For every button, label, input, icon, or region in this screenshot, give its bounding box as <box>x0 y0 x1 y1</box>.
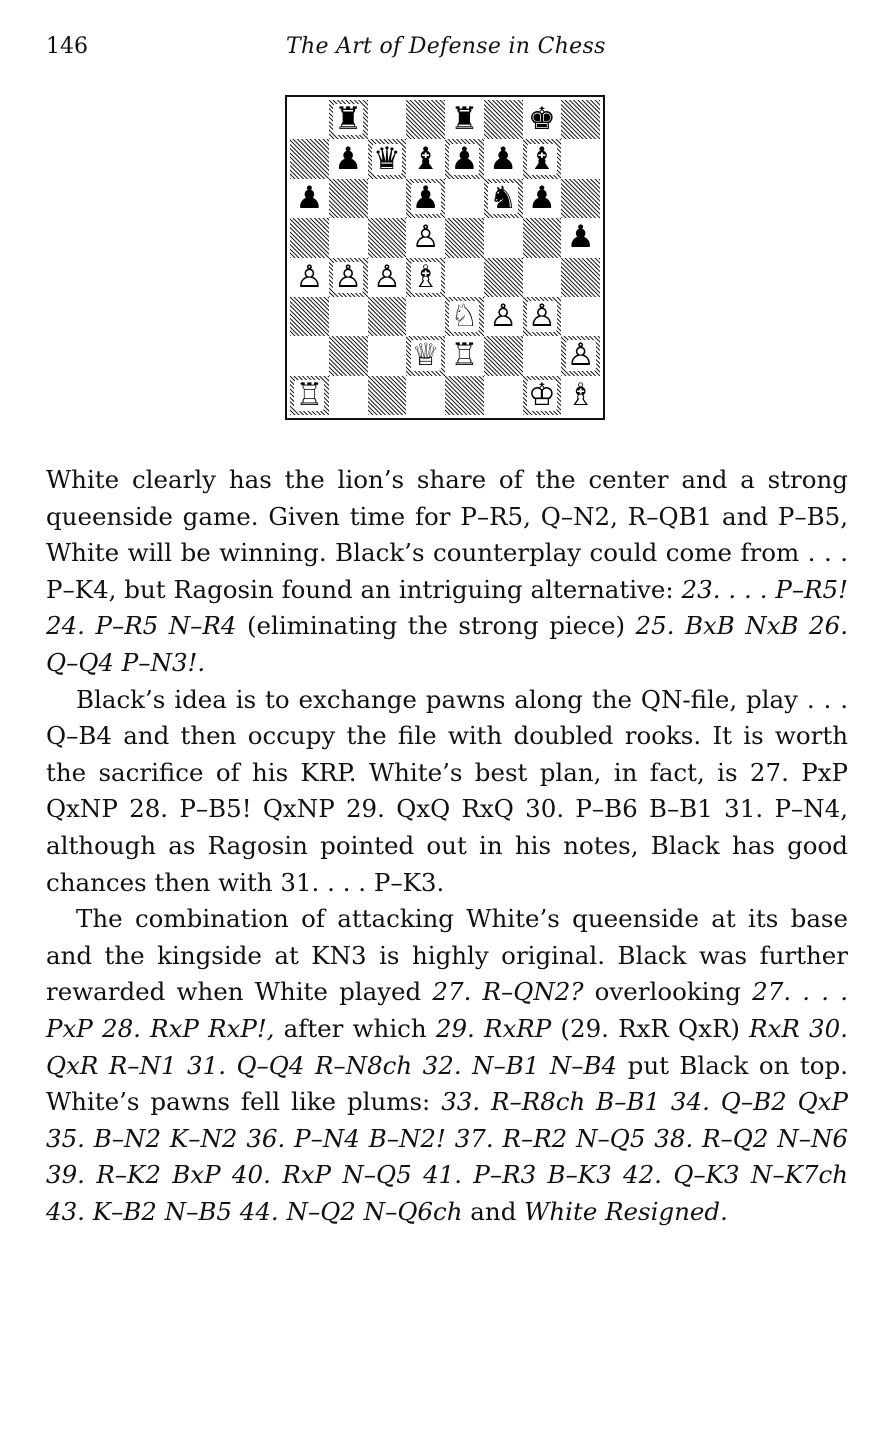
board-square <box>561 100 600 139</box>
chess-piece: ♗ <box>566 376 595 413</box>
board-square <box>561 218 600 257</box>
board-square <box>290 376 329 415</box>
chess-piece: ♔ <box>527 376 556 413</box>
board-square <box>523 179 562 218</box>
board-square <box>484 297 523 336</box>
italic-run: RxR 30. QxR R–N1 31. Q–Q4 R–N8ch 32. N–B1 N–B4 <box>46 1013 849 1080</box>
chess-piece: ♜ <box>334 101 363 138</box>
board-square <box>561 179 600 218</box>
board-square <box>523 139 562 178</box>
text-run: after which <box>274 1013 436 1043</box>
board-square <box>368 376 407 415</box>
board-square <box>406 258 445 297</box>
board-square <box>329 258 368 297</box>
board-square <box>445 297 484 336</box>
chess-piece: ♟ <box>527 179 556 216</box>
board-square <box>445 376 484 415</box>
board-square <box>406 100 445 139</box>
board-square <box>406 218 445 257</box>
chess-piece: ♟ <box>334 140 363 177</box>
chess-piece: ♘ <box>450 298 479 335</box>
chess-piece: ♝ <box>527 140 556 177</box>
board-square <box>484 218 523 257</box>
board-square <box>484 139 523 178</box>
board-square <box>523 218 562 257</box>
text-run: and <box>462 1196 525 1226</box>
text-run: overlooking <box>583 977 753 1007</box>
chess-piece: ♟ <box>566 219 595 256</box>
board-square <box>290 100 329 139</box>
board-square <box>329 218 368 257</box>
board-square <box>406 336 445 375</box>
chess-board <box>290 100 600 415</box>
chess-piece: ♗ <box>411 258 440 295</box>
board-square <box>523 336 562 375</box>
page-number: 146 <box>46 34 88 59</box>
chess-piece: ♖ <box>295 376 324 413</box>
chess-piece: ♛ <box>372 140 401 177</box>
board-square <box>290 139 329 178</box>
board-square <box>445 179 484 218</box>
paragraph <box>46 462 848 682</box>
chess-piece: ♖ <box>450 337 479 374</box>
chess-piece: ♙ <box>295 258 324 295</box>
board-square <box>406 297 445 336</box>
board-square <box>329 336 368 375</box>
board-square <box>561 258 600 297</box>
text-run: The combination of attacking White’s queenside at its base and the kingside at KN3 is highly original. Black was further rewarded when White played <box>46 904 848 1007</box>
text-run: (eliminating the strong piece) <box>236 611 636 641</box>
chess-piece: ♚ <box>527 101 556 138</box>
chess-piece: ♕ <box>411 337 440 374</box>
italic-run: 27. . . . PxP 28. RxP RxP!, <box>46 977 848 1043</box>
board-square <box>484 336 523 375</box>
chess-piece: ♜ <box>450 101 479 138</box>
board-square <box>561 297 600 336</box>
italic-run: 27. R–QN2? <box>432 977 584 1007</box>
board-square <box>368 336 407 375</box>
chess-piece: ♟ <box>450 140 479 177</box>
board-square <box>445 218 484 257</box>
board-square <box>368 297 407 336</box>
board-square <box>368 100 407 139</box>
chess-piece: ♞ <box>489 179 518 216</box>
board-square <box>368 258 407 297</box>
italic-run: 33. R–R8ch B–B1 34. Q–B2 QxP 35. B–N2 K–N2 36. P–N4 B–N2! 37. R–R2 N–Q5 38. R–Q2 N–N6 39. R–K2 BxP 40. RxP N–Q5 41. P–R3 B–K3 42. Q–K3 N–K7ch 43. K–B2 N–B5 44. N–Q2 N–Q6ch <box>46 1087 848 1226</box>
text-run: put Black on top. White’s pawns fell like plums: <box>46 1050 848 1117</box>
board-square <box>523 100 562 139</box>
text-run: (29. RxR QxR) <box>551 1013 750 1043</box>
board-square <box>329 297 368 336</box>
text-run: White clearly has the lion’s share of the center and a strong queenside game. Given time for P–R5, Q–N2, R–QB1 and P–B5, White will be winning. Black’s counterplay could come from . . . P–K4, but Ragosin found an intriguing alternative: <box>46 465 848 604</box>
board-square <box>445 336 484 375</box>
board-square <box>290 179 329 218</box>
board-square <box>561 336 600 375</box>
board-square <box>290 297 329 336</box>
board-square <box>561 376 600 415</box>
chess-piece: ♙ <box>566 337 595 374</box>
text-run: Black’s idea is to exchange pawns along the QN-file, play . . . Q–B4 and then occupy the file with doubled rooks. It is worth the sacrifice of his KRP. White’s best plan, in fact, is 27. PxP QxNP 28. P–B5! QxNP 29. QxQ RxQ 30. P–B6 B–B1 31. P–N4, although as Ragosin pointed out in his notes, Black has good chances then with 31. . . . P–K3. <box>46 684 848 897</box>
page-header <box>46 34 846 64</box>
board-square <box>561 139 600 178</box>
board-square <box>329 139 368 178</box>
board-square <box>368 139 407 178</box>
board-square <box>445 139 484 178</box>
chess-piece: ♟ <box>295 179 324 216</box>
board-square <box>445 258 484 297</box>
board-square <box>523 376 562 415</box>
board-square <box>368 179 407 218</box>
italic-run: 23. . . . P–R5! 24. P–R5 N–R4 <box>46 574 848 641</box>
chess-diagram <box>285 95 605 420</box>
paragraph <box>46 682 848 902</box>
body-text <box>46 462 848 1230</box>
board-square <box>406 179 445 218</box>
board-square <box>368 218 407 257</box>
chess-piece: ♙ <box>334 258 363 295</box>
board-square <box>290 258 329 297</box>
board-square <box>406 139 445 178</box>
board-square <box>523 297 562 336</box>
chess-piece: ♟ <box>411 179 440 216</box>
board-square <box>484 258 523 297</box>
board-square <box>445 100 484 139</box>
chess-piece: ♙ <box>527 298 556 335</box>
italic-run: 25. BxB NxB 26. Q–Q4 P–N3!. <box>46 611 849 677</box>
board-square <box>484 179 523 218</box>
chess-piece: ♙ <box>372 258 401 295</box>
chess-piece: ♙ <box>489 298 518 335</box>
running-title: The Art of Defense in Chess <box>286 34 606 59</box>
chess-piece: ♙ <box>411 219 440 256</box>
italic-run: White Resigned. <box>524 1196 728 1226</box>
board-square <box>406 376 445 415</box>
paragraph <box>46 901 848 1230</box>
board-square <box>290 218 329 257</box>
chess-piece: ♟ <box>489 140 518 177</box>
board-square <box>290 336 329 375</box>
board-square <box>329 179 368 218</box>
board-square <box>329 376 368 415</box>
board-square <box>329 100 368 139</box>
chess-piece: ♝ <box>411 140 440 177</box>
board-square <box>484 376 523 415</box>
italic-run: 29. RxRP <box>435 1013 552 1043</box>
board-square <box>523 258 562 297</box>
board-square <box>484 100 523 139</box>
